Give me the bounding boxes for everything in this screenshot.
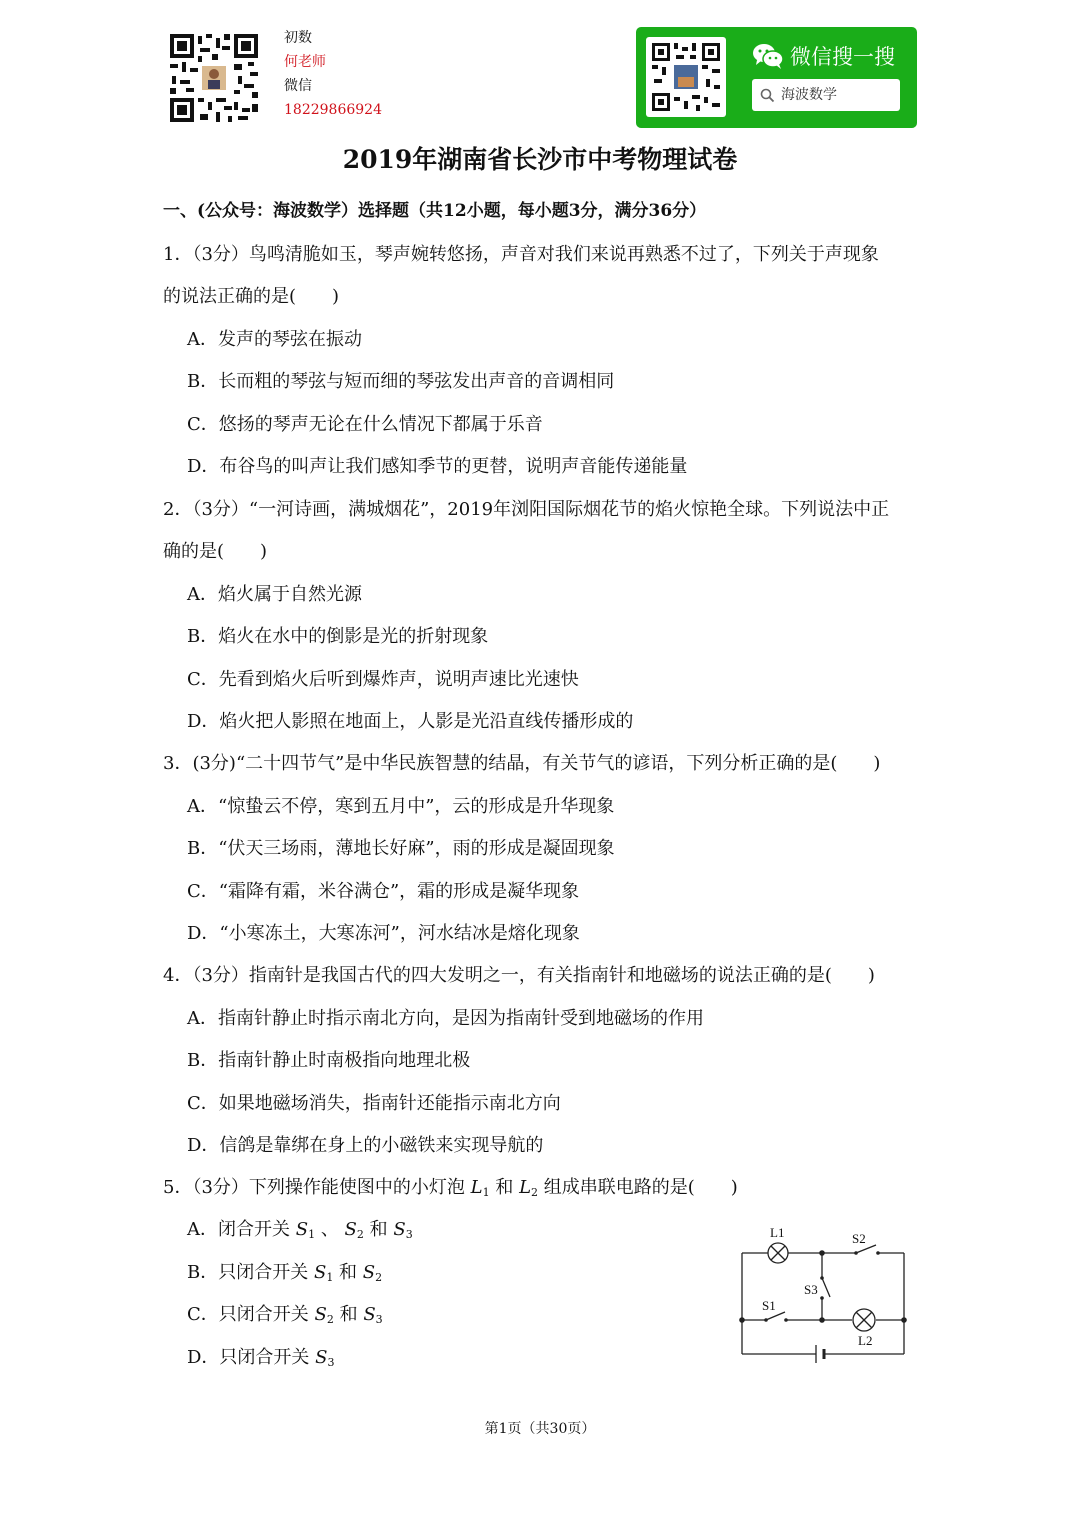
q5-option-d: D．只闭合开关 $S_3$ bbox=[187, 1347, 335, 1369]
q4-option-c: C．如果地磁场消失，指南针还能指示南北方向 bbox=[187, 1093, 561, 1114]
label-l1: L1 bbox=[770, 1225, 785, 1240]
q1-stem-line1: 1．（3分）鸟鸣清脆如玉，琴声婉转悠扬，声音对我们来说再熟悉不过了，下列关于声现象 bbox=[163, 244, 879, 265]
qr-code-icon bbox=[168, 32, 260, 124]
q2-stem-line2: 确的是( ) bbox=[163, 541, 268, 562]
wechat-icon bbox=[752, 42, 784, 70]
wechat-qr-code-icon bbox=[646, 37, 726, 117]
q2-stem-line1: 2．（3分）“一河诗画，满城烟花”，2019年浏阳国际烟花节的焰火惊艳全球。下列说法中正 bbox=[163, 499, 890, 520]
q4-option-d: D．信鸽是靠绑在身上的小磁铁来实现导航的 bbox=[187, 1135, 544, 1156]
contact-subject: 初数 bbox=[284, 30, 312, 46]
contact-wechat-label: 微信 bbox=[284, 78, 312, 94]
q1-stem-line2: 的说法正确的是( ) bbox=[163, 286, 340, 307]
q2-option-a: A．焰火属于自然光源 bbox=[187, 584, 362, 605]
q5-option-c: C．只闭合开关 $S_2$ 和 $S_3$ bbox=[187, 1304, 383, 1326]
magnifier-icon bbox=[760, 88, 775, 103]
q3-stem: 3．(3分)“二十四节气”是中华民族智慧的结晶，有关节气的谚语，下列分析正确的是( ) bbox=[163, 753, 881, 774]
q3-option-c: C．“霜降有霜，米谷满仓”，霜的形成是凝华现象 bbox=[187, 881, 580, 902]
page-title: 2019年湖南省长沙市中考物理试卷 bbox=[342, 145, 738, 174]
q1-option-d: D．布谷鸟的叫声让我们感知季节的更替，说明声音能传递能量 bbox=[187, 456, 688, 477]
label-l2: L2 bbox=[858, 1333, 873, 1348]
q2-option-b: B．焰火在水中的倒影是光的折射现象 bbox=[187, 626, 489, 647]
switch-s3-blade bbox=[822, 1278, 830, 1297]
switch-s2-blade bbox=[856, 1245, 876, 1253]
q5-stem: 5．（3分）下列操作能使图中的小灯泡 $L_1$ 和 $L_2$ 组成串联电路的是( ) bbox=[163, 1177, 738, 1199]
q4-stem: 4．（3分）指南针是我国古代的四大发明之一，有关指南针和地磁场的说法正确的是( ) bbox=[163, 965, 875, 986]
q2-option-c: C．先看到焰火后听到爆炸声，说明声速比光速快 bbox=[187, 669, 579, 690]
q2-option-d: D．焰火把人影照在地面上，人影是光沿直线传播形成的 bbox=[187, 711, 634, 732]
contact-info bbox=[284, 26, 382, 122]
label-s3: S3 bbox=[804, 1282, 818, 1297]
label-s2: S2 bbox=[852, 1231, 866, 1246]
q3-option-d: D．“小寒冻土，大寒冻河”，河水结冰是熔化现象 bbox=[187, 923, 580, 944]
circuit-diagram bbox=[736, 1218, 916, 1363]
q1-option-b: B．长而粗的琴弦与短而细的琴弦发出声音的音调相同 bbox=[187, 371, 615, 392]
wechat-search-banner[interactable] bbox=[636, 27, 917, 128]
label-s1: S1 bbox=[762, 1298, 776, 1313]
q3-option-b: B．“伏天三场雨，薄地长好麻”，雨的形成是凝固现象 bbox=[187, 838, 615, 859]
q1-option-a: A．发声的琴弦在振动 bbox=[187, 329, 362, 350]
q4-option-b: B．指南针静止时南极指向地理北极 bbox=[187, 1050, 471, 1071]
q5-option-b: B．只闭合开关 $S_1$ 和 $S_2$ bbox=[187, 1262, 383, 1284]
page-footer: 第1页（共30页） bbox=[484, 1421, 596, 1437]
contact-teacher: 何老师 bbox=[284, 54, 326, 70]
q3-option-a: A．“惊蛰云不停，寒到五月中”，云的形成是升华现象 bbox=[187, 796, 615, 817]
wechat-search-title: 微信搜一搜 bbox=[790, 45, 895, 69]
wechat-search-text: 海波数学 bbox=[781, 87, 837, 103]
q1-option-c: C．悠扬的琴声无论在什么情况下都属于乐音 bbox=[187, 414, 543, 435]
section-heading: 一、(公众号：海波数学）选择题（共12小题，每小题3分，满分36分） bbox=[163, 201, 707, 221]
q4-option-a: A．指南针静止时指示南北方向，是因为指南针受到地磁场的作用 bbox=[187, 1008, 704, 1029]
switch-s1-blade bbox=[766, 1312, 785, 1320]
q5-option-a: A．闭合开关 $S_1$ 、 $S_2$ 和 $S_3$ bbox=[187, 1219, 413, 1241]
contact-phone: 18229866924 bbox=[284, 102, 382, 118]
wechat-search-box[interactable] bbox=[752, 79, 900, 111]
